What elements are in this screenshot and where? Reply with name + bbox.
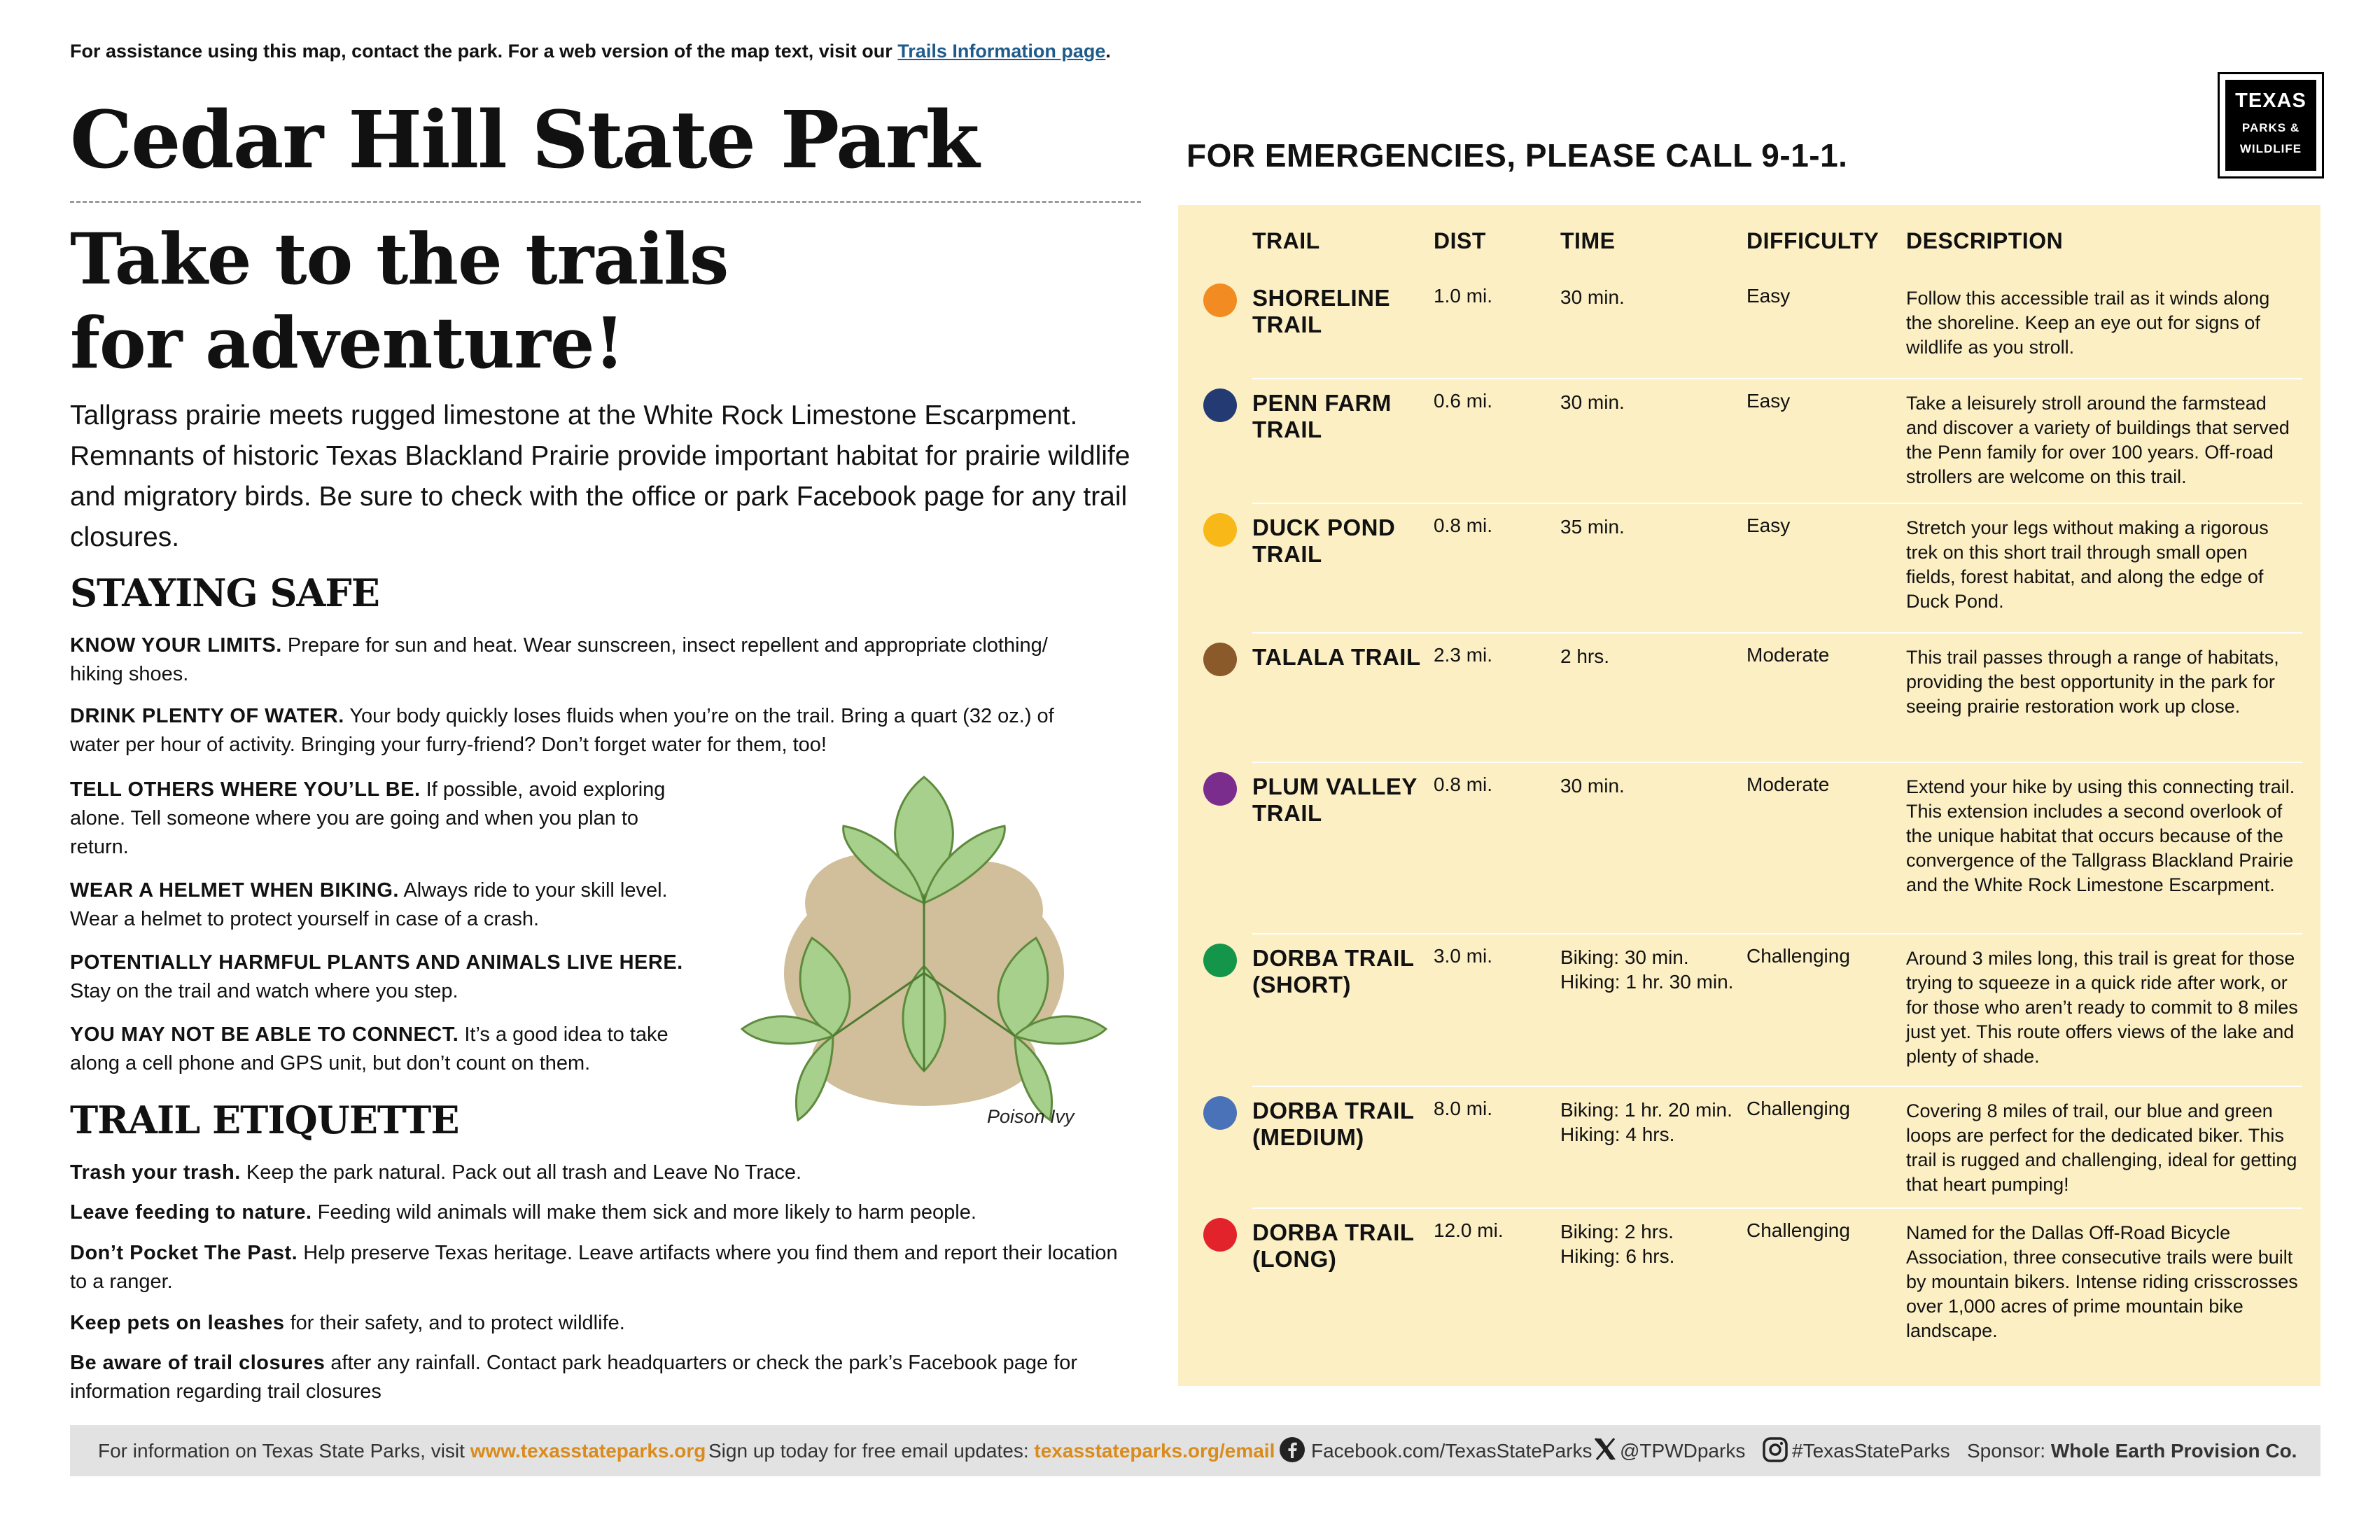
footer-x[interactable]: @TPWDparks [1620, 1440, 1746, 1462]
etiquette-closures [70, 1349, 1134, 1406]
trail-time: 35 min. [1560, 516, 1625, 538]
trail-time: 2 hrs. [1560, 645, 1610, 667]
trail-description: Covering 8 miles of trail, our blue and green loops are perfect for the dedicated biker. This trail is rugged and challenging, ideal for getting that heart pumping! [1906, 1100, 2297, 1195]
footer-sponsor [1967, 1440, 2297, 1462]
footer-facebook[interactable]: Facebook.com/TexasStateParks [1311, 1440, 1592, 1462]
tip-text: Stay on the trail and watch where you step. [70, 980, 458, 1002]
tip-title: TELL OTHERS WHERE YOU’LL BE. [70, 778, 421, 801]
trail-description: Named for the Dallas Off-Road Bicycle Association, three consecutive trails were built by mountain bikers. Intense riding crisscrosses over 1,000 acres of prime mountain bike landscape. [1906, 1222, 2298, 1341]
trail-description: Extend your hike by using this connecting trail. This extension includes a second overlook of the unique habitat that occurs because of the convergence of the Tallgrass Blackland Prairie and the White Rock Limestone Escarpment. [1906, 776, 2295, 895]
trail-time-hiking: Hiking: 6 hrs. [1560, 1245, 1675, 1267]
footer-info-link[interactable]: www.texasstateparks.org [470, 1440, 706, 1462]
headline-line-1: Take to the trails [70, 218, 729, 300]
page-headline [70, 217, 728, 385]
trail-color-dot [1203, 388, 1237, 422]
tip-text: Always ride to your skill level. Wear a helmet to protect yourself in case of a crash. [70, 879, 668, 930]
header-time: TIME [1560, 228, 1616, 253]
trail-difficulty: Challenging [1746, 1219, 1850, 1241]
etiquette-title: Leave feeding to nature. [70, 1201, 312, 1224]
row-divider [1252, 933, 2302, 934]
header-difficulty: DIFFICULTY [1746, 228, 1879, 253]
trail-time [1560, 945, 1733, 994]
tip-title: WEAR A HELMET WHEN BIKING. [70, 879, 399, 902]
trail-difficulty: Easy [1746, 285, 1791, 307]
trail-description: Around 3 miles long, this trail is great for those trying to squeeze in a quick ride after work, or for those who aren’t ready to commit to 8 miles just yet. This route offers views of the lake and plenty of shade. [1906, 948, 2298, 1067]
tip-text: It’s a good idea to take along a cell phone and GPS unit, but don’t count on them. [70, 1023, 668, 1074]
trail-dist: 0.6 mi. [1434, 390, 1493, 412]
trail-dist: 2.3 mi. [1434, 644, 1493, 666]
trail-dist: 0.8 mi. [1434, 514, 1493, 536]
trail-name: TALALA TRAIL [1252, 644, 1421, 670]
trail-time: 30 min. [1560, 391, 1625, 413]
footer-email [708, 1440, 1275, 1462]
etiquette-text: Feeding wild animals will make them sick and more likely to harm people. [312, 1201, 976, 1224]
intro-paragraph: Tallgrass prairie meets rugged limestone at the White Rock Limestone Escarpment. Remnants of historic Texas Blackland Prairie provide important habitat for prairie wildlife and migratory birds. Be sure to check with the office or park Facebook page for any trail closures. [70, 400, 1130, 552]
trail-difficulty: Challenging [1746, 945, 1850, 967]
etiquette-text: for their safety, and to protect wildlife. [284, 1312, 625, 1334]
etiquette-pets [70, 1309, 1134, 1338]
trail-difficulty: Easy [1746, 390, 1791, 412]
tip-know-limits [70, 631, 1106, 689]
tip-text: Prepare for sun and heat. Wear sunscreen, insect repellent and appropriate clothing/ hiking shoes. [70, 634, 1048, 685]
assistance-text: For assistance using this map, contact the park. For a web version of the map text, visit our [70, 41, 892, 62]
trail-difficulty: Easy [1746, 514, 1791, 536]
trail-difficulty: Challenging [1746, 1098, 1850, 1119]
trail-time [1560, 1098, 1732, 1147]
trail-color-dot [1203, 944, 1237, 977]
tip-title: KNOW YOUR LIMITS. [70, 634, 282, 657]
trail-time: 30 min. [1560, 775, 1625, 797]
trail-name: DUCK POND TRAIL [1252, 514, 1396, 567]
etiquette-text: after any rainfall. Contact park headquarters or check the park’s Facebook page for information regarding trail closures [70, 1352, 1078, 1403]
tip-tell-others [70, 776, 686, 862]
x-icon [1592, 1436, 1618, 1466]
trail-time-hiking: Hiking: 4 hrs. [1560, 1124, 1675, 1145]
trail-name: SHORELINE TRAIL [1252, 285, 1391, 337]
trail-dist: 0.8 mi. [1434, 774, 1493, 795]
trail-name: DORBA TRAIL (SHORT) [1252, 945, 1414, 997]
etiquette-trash [70, 1158, 1134, 1187]
footer-instagram[interactable]: #TexasStateParks [1792, 1440, 1950, 1462]
logo-line-1: TEXAS [2235, 90, 2306, 112]
facebook-icon [1279, 1436, 1306, 1468]
row-divider [1252, 378, 2302, 379]
tip-text: Your body quickly loses fluids when you’re on the trail. Bring a quart (32 oz.) of water per hour of activity. Bringing your furry-friend? Don’t forget water for them, too! [70, 705, 1054, 756]
title-divider [70, 201, 1141, 203]
trail-time-biking: Biking: 30 min. [1560, 946, 1689, 968]
trails-information-link[interactable]: Trails Information page [897, 41, 1106, 62]
footer-email-text: Sign up today for free email updates: [708, 1440, 1029, 1462]
trail-color-dot [1203, 643, 1237, 676]
emergency-notice: FOR EMERGENCIES, PLEASE CALL 9-1-1. [1186, 137, 1848, 174]
row-divider [1252, 1086, 2302, 1087]
row-divider [1252, 632, 2302, 634]
row-divider [1252, 1208, 2302, 1209]
etiquette-title: Don’t Pocket The Past. [70, 1242, 298, 1264]
trail-difficulty: Moderate [1746, 774, 1830, 795]
trail-description: Follow this accessible trail as it winds along the shoreline. Keep an eye out for signs of wildlife as you stroll. [1906, 288, 2270, 358]
assistance-note [70, 41, 1111, 62]
trail-color-dot [1203, 1218, 1237, 1252]
trail-time-hiking: Hiking: 1 hr. 30 min. [1560, 971, 1734, 993]
header-dist: DIST [1434, 228, 1486, 253]
tpwd-logo [2218, 72, 2324, 178]
etiquette-feeding [70, 1198, 1134, 1227]
assistance-end: . [1105, 41, 1111, 62]
tip-text: If possible, avoid exploring alone. Tell someone where you are going and when you plan to return. [70, 778, 666, 858]
trail-time-biking: Biking: 1 hr. 20 min. [1560, 1099, 1732, 1121]
trail-time [1560, 1219, 1674, 1268]
trail-description: Stretch your legs without making a rigorous trek on this short trail through small open fields, forest habitat, and along the edge of Duck Pond. [1906, 517, 2269, 612]
trail-name: PENN FARM TRAIL [1252, 390, 1392, 442]
headline-line-2: for adventure! [70, 302, 624, 384]
etiquette-past [70, 1239, 1134, 1296]
footer-info-text: For information on Texas State Parks, visit [98, 1440, 465, 1462]
trail-color-dot [1203, 1096, 1237, 1130]
etiquette-title: Keep pets on leashes [70, 1312, 285, 1334]
trail-time: 30 min. [1560, 286, 1625, 308]
trail-color-dot [1203, 772, 1237, 806]
tip-title: POTENTIALLY HARMFUL PLANTS AND ANIMALS LIVE HERE. [70, 951, 683, 974]
poison-ivy-label: Poison Ivy [987, 1106, 1074, 1127]
trail-description: This trail passes through a range of habitats, providing the best opportunity in the park for seeing prairie restoration work up close. [1906, 647, 2279, 717]
instagram-icon [1762, 1436, 1788, 1468]
trail-color-dot [1203, 284, 1237, 317]
row-divider [1252, 762, 2302, 763]
etiquette-text: Help preserve Texas heritage. Leave artifacts where you find them and report their location to a ranger. [70, 1242, 1118, 1293]
trail-dist: 3.0 mi. [1434, 945, 1493, 967]
logo-line-3: WILDLIFE [2239, 142, 2302, 155]
footer-info [98, 1440, 706, 1462]
trail-dist: 8.0 mi. [1434, 1098, 1493, 1119]
footer-bar [70, 1425, 2320, 1476]
tip-wear-helmet [70, 876, 686, 934]
footer-email-link[interactable]: texasstateparks.org/email [1034, 1440, 1275, 1462]
tip-title: YOU MAY NOT BE ABLE TO CONNECT. [70, 1023, 459, 1046]
header-trail: TRAIL [1252, 228, 1320, 253]
header-description: DESCRIPTION [1906, 228, 2064, 253]
trail-dist: 1.0 mi. [1434, 285, 1493, 307]
tip-harmful-plants [70, 948, 714, 1006]
trail-table [1178, 205, 2320, 1386]
trail-description: Take a leisurely stroll around the farmstead and discover a variety of buildings that served the Penn family for over 100 years. Off-road strollers are welcome on this trail. [1906, 393, 2290, 487]
trail-dist: 12.0 mi. [1434, 1219, 1504, 1241]
trail-name: PLUM VALLEY TRAIL [1252, 774, 1418, 826]
etiquette-title: Be aware of trail closures [70, 1352, 326, 1374]
logo-line-2: PARKS & [2241, 121, 2300, 134]
tip-not-connect [70, 1021, 686, 1078]
staying-safe-heading: STAYING SAFE [70, 570, 379, 615]
etiquette-text: Keep the park natural. Pack out all trash and Leave No Trace. [240, 1161, 802, 1184]
park-title: Cedar Hill State Park [70, 94, 979, 186]
footer-sponsor-name: Whole Earth Provision Co. [2050, 1440, 2297, 1462]
etiquette-title: Trash your trash. [70, 1161, 241, 1184]
trail-color-dot [1203, 513, 1237, 547]
poison-ivy-illustration [714, 763, 1134, 1141]
footer-sponsor-label: Sponsor: [1967, 1440, 2046, 1462]
trail-name: DORBA TRAIL (MEDIUM) [1252, 1098, 1414, 1150]
trail-etiquette-heading: TRAIL ETIQUETTE [70, 1098, 459, 1142]
trail-name: DORBA TRAIL (LONG) [1252, 1219, 1414, 1272]
row-divider [1252, 503, 2302, 504]
trail-time-biking: Biking: 2 hrs. [1560, 1221, 1674, 1242]
trail-difficulty: Moderate [1746, 644, 1830, 666]
tip-title: DRINK PLENTY OF WATER. [70, 705, 344, 727]
tip-drink-water [70, 702, 1106, 760]
